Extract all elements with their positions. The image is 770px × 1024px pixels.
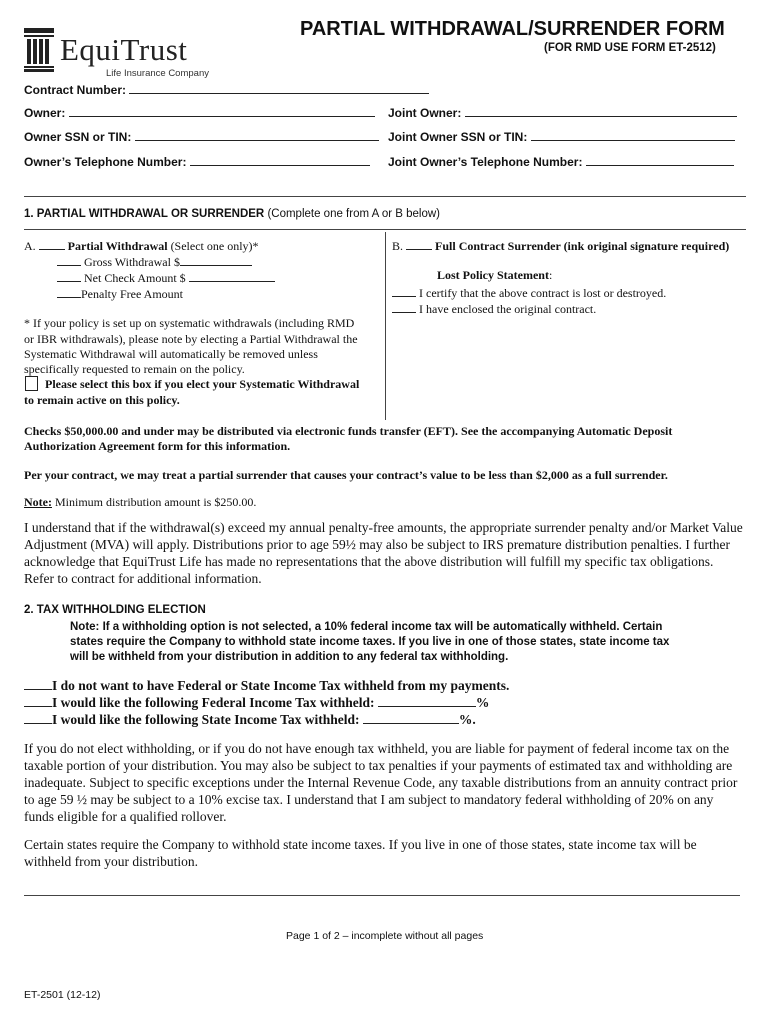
- withholding-note-3: will be withheld from your distribution in addition to any federal tax withholding.: [70, 651, 509, 663]
- minimum-note: [24, 495, 256, 511]
- gross-withdrawal-check-blank[interactable]: [57, 253, 81, 266]
- minimum-note-text: Minimum distribution amount is $250.00.: [51, 495, 257, 509]
- no-withholding-label: I do not want to have Federal or State Income Tax withheld from my payments.: [52, 678, 510, 693]
- option-b-blank[interactable]: [406, 237, 432, 250]
- owner-label: Owner:: [24, 106, 66, 120]
- systematic-note-3: Systematic Withdrawal will automatically be removed unless: [24, 347, 318, 361]
- contract-number-label: Contract Number:: [24, 83, 127, 97]
- state-withholding-percent-field[interactable]: [363, 711, 459, 724]
- lost-policy-blank-2[interactable]: [392, 300, 416, 313]
- footer-rule: [24, 895, 740, 896]
- company-logo: [24, 28, 214, 84]
- joint-owner-ssn-label: Joint Owner SSN or TIN:: [388, 130, 528, 144]
- systematic-checkbox-label-2: to remain active on this policy.: [24, 393, 180, 407]
- withholding-note-1: Note: If a withholding option is not selected, a 10% federal income tax will be automatically withheld. Certain: [70, 621, 663, 633]
- lost-policy-heading: [437, 268, 552, 284]
- form-number: ET-2501 (12-12): [24, 989, 101, 1001]
- lost-policy-title: Lost Policy Statement: [437, 268, 549, 282]
- owner-phone-row: [24, 153, 370, 169]
- joint-owner-phone-label: Joint Owner’s Telephone Number:: [388, 155, 583, 169]
- owner-row: [24, 104, 375, 120]
- option-b-letter: B.: [392, 239, 404, 253]
- federal-withholding-blank[interactable]: [24, 694, 52, 707]
- section1-bottom-rule: [24, 229, 746, 230]
- section1-top-rule: [24, 196, 746, 197]
- joint-owner-phone-field[interactable]: [586, 153, 734, 166]
- option-b-row: [392, 237, 729, 255]
- joint-owner-label: Joint Owner:: [388, 106, 462, 120]
- owner-phone-label: Owner’s Telephone Number:: [24, 155, 187, 169]
- lost-policy-colon: :: [548, 268, 553, 282]
- joint-owner-row: [388, 104, 737, 120]
- form-title: PARTIAL WITHDRAWAL/SURRENDER FORM: [300, 18, 725, 40]
- federal-withholding-percent-field[interactable]: [378, 694, 476, 707]
- joint-owner-phone-row: [388, 153, 734, 169]
- state-withholding-blank[interactable]: [24, 711, 52, 724]
- withholding-note-2: states require the Company to withhold state income taxes. If you live in one of those states, state income tax: [70, 636, 670, 648]
- option-b-title: Full Contract Surrender (ink original signature required): [435, 239, 730, 253]
- no-withholding-blank[interactable]: [24, 677, 52, 690]
- owner-ssn-field[interactable]: [135, 128, 379, 141]
- section1-title: 1. PARTIAL WITHDRAWAL OR SURRENDER: [24, 208, 265, 220]
- systematic-checkbox-label: Please select this box if you elect your Systematic Withdrawal: [45, 377, 360, 391]
- option-a-title: Partial Withdrawal: [67, 239, 168, 253]
- withholding-option-federal: [24, 694, 489, 711]
- federal-withholding-label: I would like the following Federal Income Tax withheld:: [52, 695, 375, 710]
- section1-heading: [24, 208, 440, 220]
- net-check-amount-field[interactable]: [189, 269, 275, 282]
- withholding-option-none: [24, 677, 509, 694]
- gross-withdrawal-amount-field[interactable]: [180, 253, 252, 266]
- owner-ssn-row: [24, 128, 379, 144]
- systematic-note-4: specifically requested to remain on the policy.: [24, 362, 245, 376]
- contract-number-field[interactable]: [129, 81, 429, 94]
- lost-policy-blank-1[interactable]: [392, 284, 416, 297]
- joint-owner-field[interactable]: [465, 104, 737, 117]
- owner-phone-field[interactable]: [190, 153, 370, 166]
- owner-field[interactable]: [69, 104, 375, 117]
- acknowledgement-paragraph: I understand that if the withdrawal(s) exceed my annual penalty-free amounts, the appropriate surrender penalty and/or Market Value Adjustment (MVA) will apply. Distributions prior to age 59½ may also be subject to IRS premature distribution penalties. I further acknowledge that EquiTrust Life has made no representations that the above distribution will fulfill my specific tax obligations. Refer to contract for additional information.: [24, 520, 743, 586]
- option-a-note: (Select one only)*: [170, 239, 259, 253]
- eft-note-2: Authorization Agreement form for this information.: [24, 439, 291, 453]
- option-a-blank[interactable]: [39, 237, 65, 250]
- pillar-logo-icon: [24, 28, 54, 72]
- minimum-note-label: Note:: [24, 495, 52, 509]
- joint-owner-ssn-row: [388, 128, 735, 144]
- state-percent-sign: %.: [458, 712, 476, 727]
- penalty-free-row: [57, 285, 183, 303]
- section1-column-divider: [385, 232, 386, 420]
- lost-policy-statement-2: I have enclosed the original contract.: [419, 302, 597, 316]
- withholding-option-state: [24, 711, 476, 728]
- contract-number-row: [24, 81, 429, 97]
- penalty-free-check-blank[interactable]: [57, 285, 81, 298]
- section2-heading: 2. TAX WITHHOLDING ELECTION: [24, 604, 206, 616]
- systematic-remain-checkbox[interactable]: [25, 376, 38, 391]
- joint-owner-ssn-field[interactable]: [531, 128, 735, 141]
- full-surrender-note: Per your contract, we may treat a partial surrender that causes your contract’s value to be less than $2,000 as a full surrender.: [24, 468, 668, 482]
- eft-note-1: Checks $50,000.00 and under may be distributed via electronic funds transfer (EFT). See the accompanying Automatic Deposit: [24, 424, 673, 438]
- form-subtitle: (FOR RMD USE FORM ET-2512): [544, 42, 716, 54]
- page-number: Page 1 of 2 – incomplete without all pages: [286, 930, 484, 942]
- option-a-letter: A.: [24, 239, 36, 253]
- withholding-liability-paragraph: If you do not elect withholding, or if you do not have enough tax withheld, you are liable for payment of federal income tax on the taxable portion of your distribution. You may also be subject to tax penalties if your payments of estimated tax and withholding are inadequate. Subject to specific exceptions under the Internal Revenue Code, any taxable distributions from an annuity contract prior to age 59 ½ may be subject to a 10% excise tax. I understand that I am subject to mandatory federal withholding of 20% on any funds eligible for a qualified rollover.: [24, 741, 738, 824]
- logo-wordmark: EquiTrust: [60, 32, 188, 67]
- state-tax-paragraph: Certain states require the Company to withhold state income taxes. If you live in one of those states, state income tax will be withheld from your distribution.: [24, 837, 697, 869]
- penalty-free-label: Penalty Free Amount: [81, 287, 183, 301]
- lost-policy-row-2: [392, 300, 596, 318]
- state-withholding-label: I would like the following State Income Tax withheld:: [52, 712, 360, 727]
- systematic-note-2: or IBR withdrawals), please note by electing a Partial Withdrawal the: [24, 332, 358, 346]
- federal-percent-sign: %: [475, 695, 490, 710]
- systematic-note-1: * If your policy is set up on systematic withdrawals (including RMD: [24, 316, 355, 330]
- net-check-label: Net Check Amount $: [84, 271, 186, 285]
- owner-ssn-label: Owner SSN or TIN:: [24, 130, 132, 144]
- logo-subtitle: Life Insurance Company: [106, 68, 209, 79]
- net-check-check-blank[interactable]: [57, 269, 81, 282]
- gross-withdrawal-label: Gross Withdrawal $: [84, 255, 180, 269]
- section1-instruction: (Complete one from A or B below): [267, 208, 441, 220]
- lost-policy-statement-1: I certify that the above contract is lost or destroyed.: [419, 286, 667, 300]
